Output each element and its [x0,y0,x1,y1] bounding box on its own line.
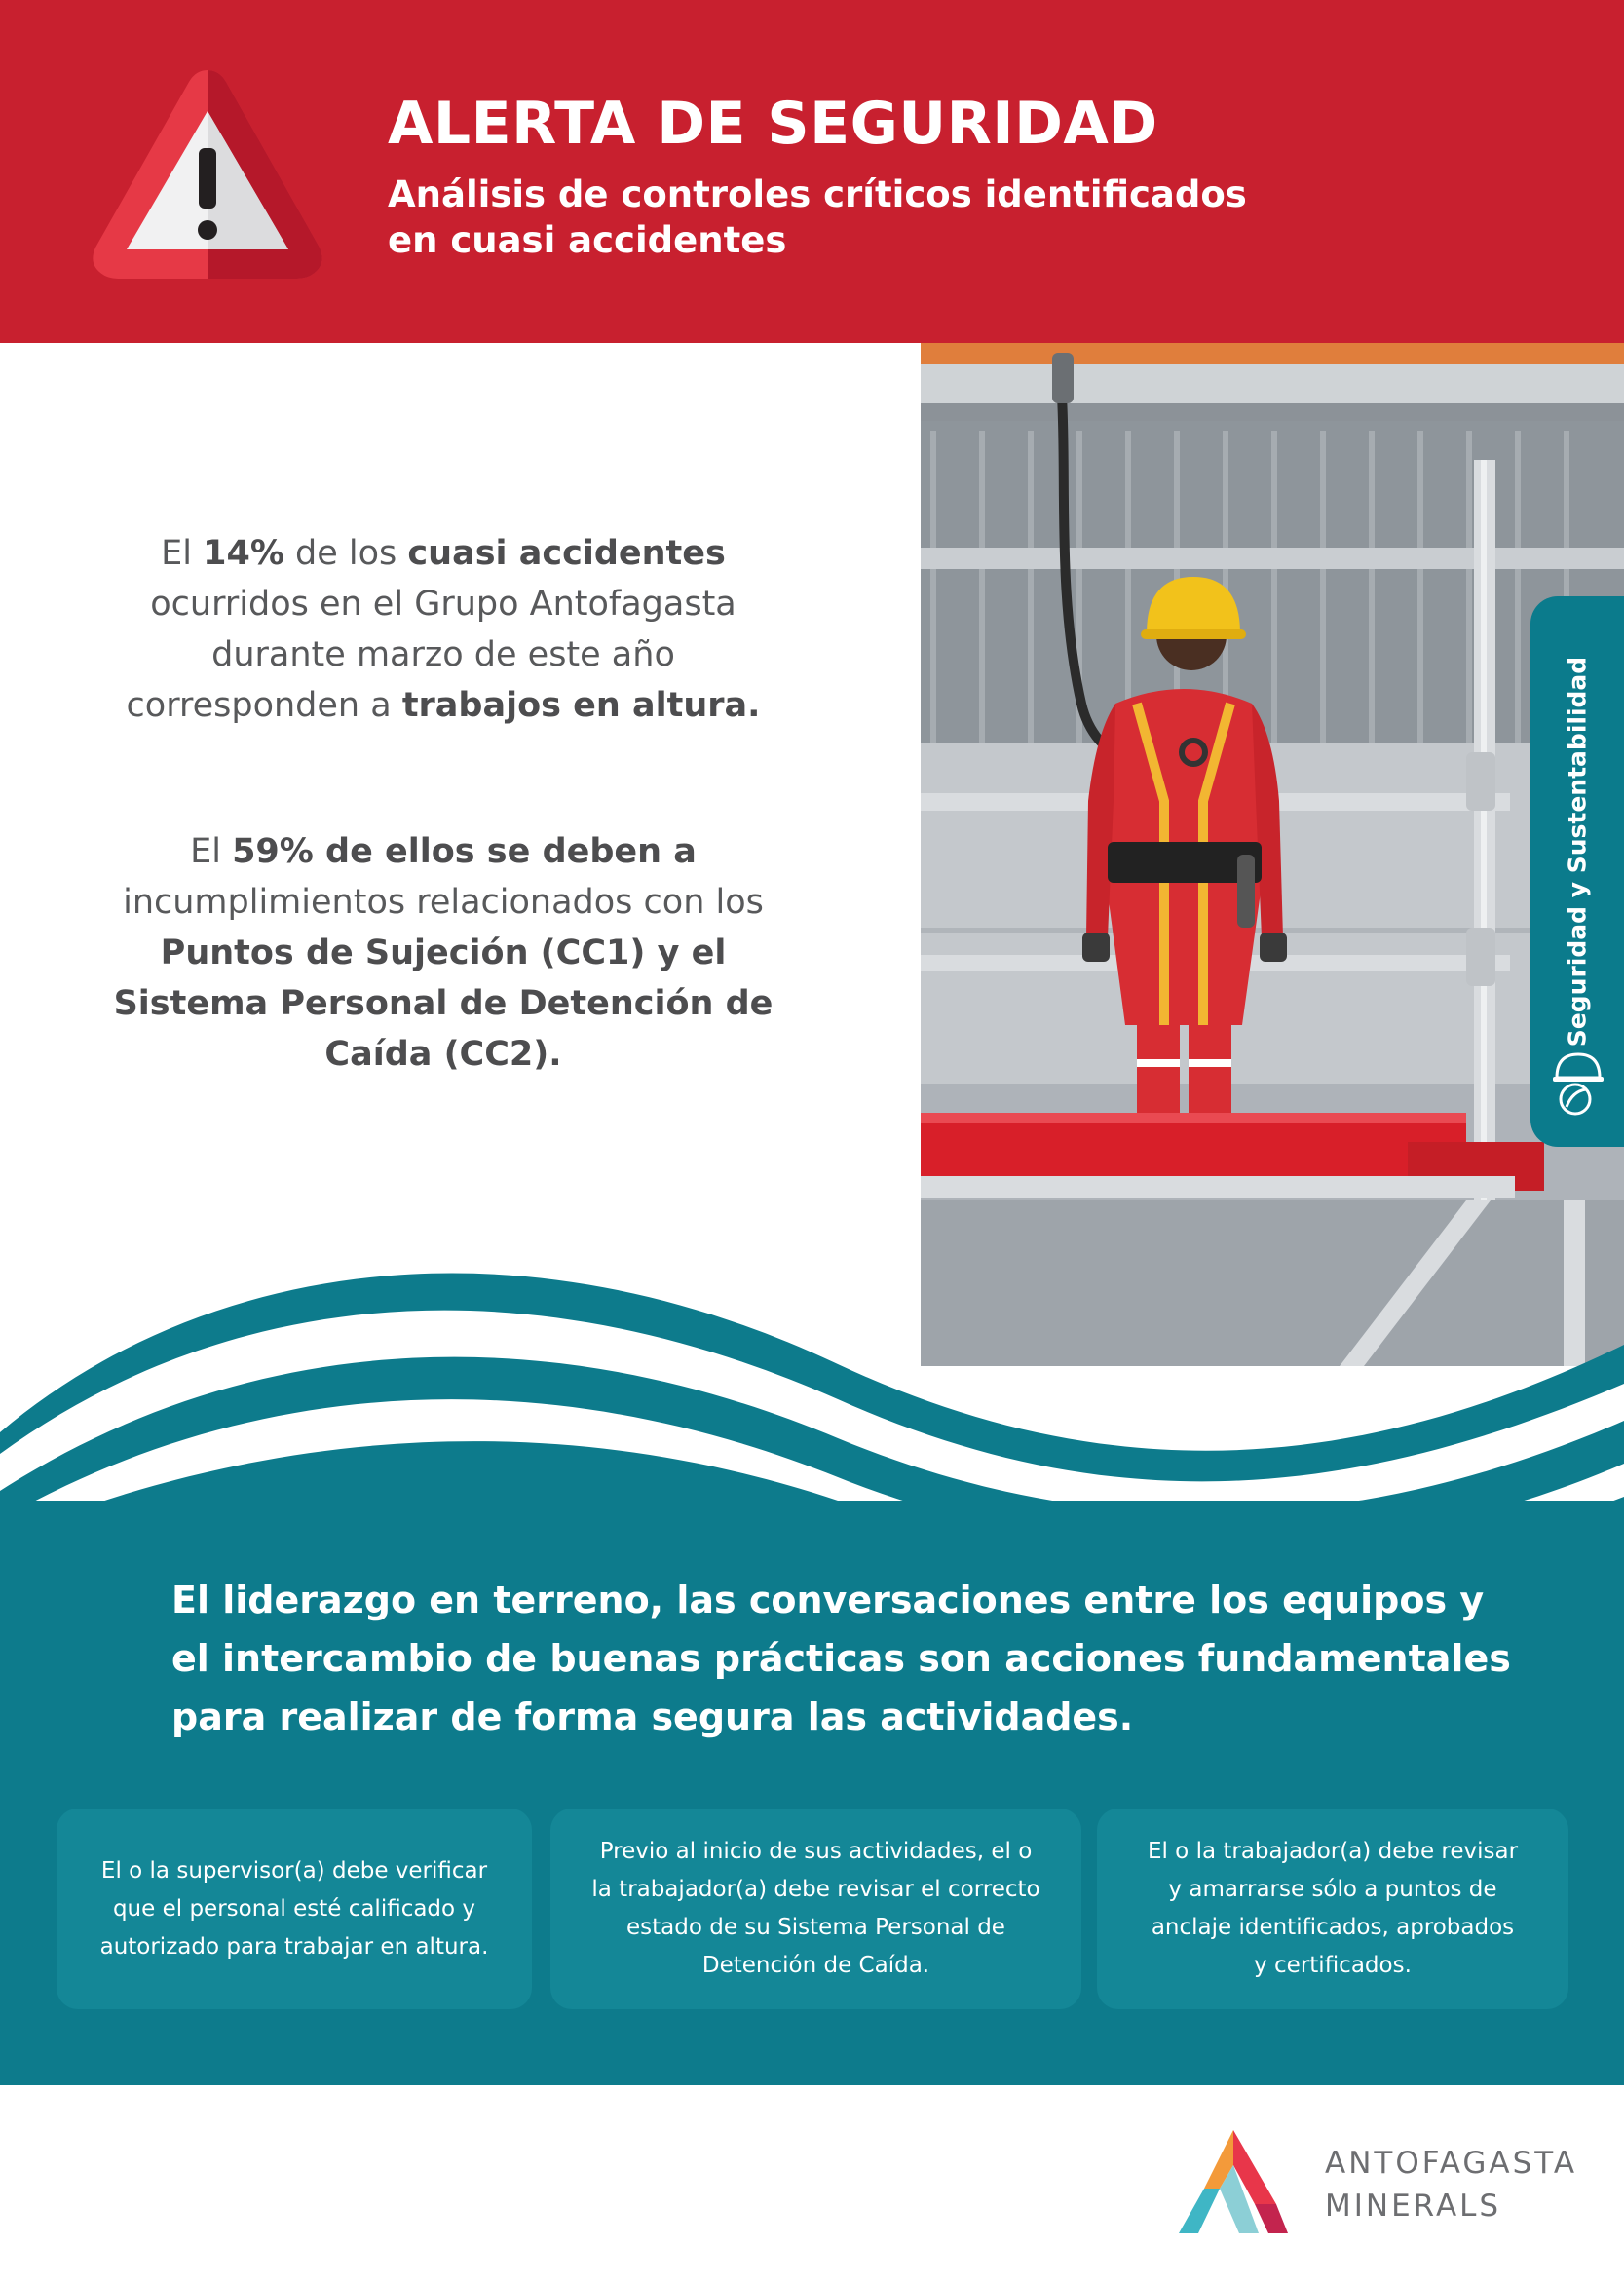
stat-block-2: El 59% de ellos se deben a incumplimientos relacionados con los Puntos de Sujeción (CC1) y el Sistema Personal de Detención de Caída (CC2). [113,832,774,1074]
brand-name-line2: MINERALS [1325,2189,1502,2224]
warning-triangle-icon [86,64,329,285]
page-title: ALERTA DE SEGURIDAD [388,90,1158,158]
helmet-leaf-icon [1549,1045,1605,1121]
brand-name-line1: ANTOFAGASTA [1325,2146,1578,2181]
stat-block-1: El 14% de los cuasi accidentes ocurridos en el Grupo Antofagasta durante marzo de este año corresponden a trabajos en altura. [126,534,761,725]
page-subtitle: Análisis de controles críticos identificados en cuasi accidentes [388,173,1247,261]
card-anchor-points: El o la trabajador(a) debe revisar y amarrarse sólo a puntos de anclaje identificados, aprobados y certificados. [1097,1809,1568,2009]
antofagasta-minerals-logo-icon [1175,2126,1292,2241]
card-worker-equipment: Previo al inicio de sus actividades, el o la trabajador(a) debe revisar el correcto estado de su Sistema Personal de Detención de Caída. [550,1809,1081,2009]
lead-statement: El liderazgo en terreno, las conversaciones entre los equipos y el intercambio de buenas prácticas son acciones fundamentales para realizar de forma segura las actividades. [171,1579,1511,1738]
side-tab-label: Seguridad y Sustentabilidad [1563,656,1592,1047]
card-supervisor: El o la supervisor(a) debe verificar que el personal esté calificado y autorizado para trabajar en altura. [57,1809,532,2009]
